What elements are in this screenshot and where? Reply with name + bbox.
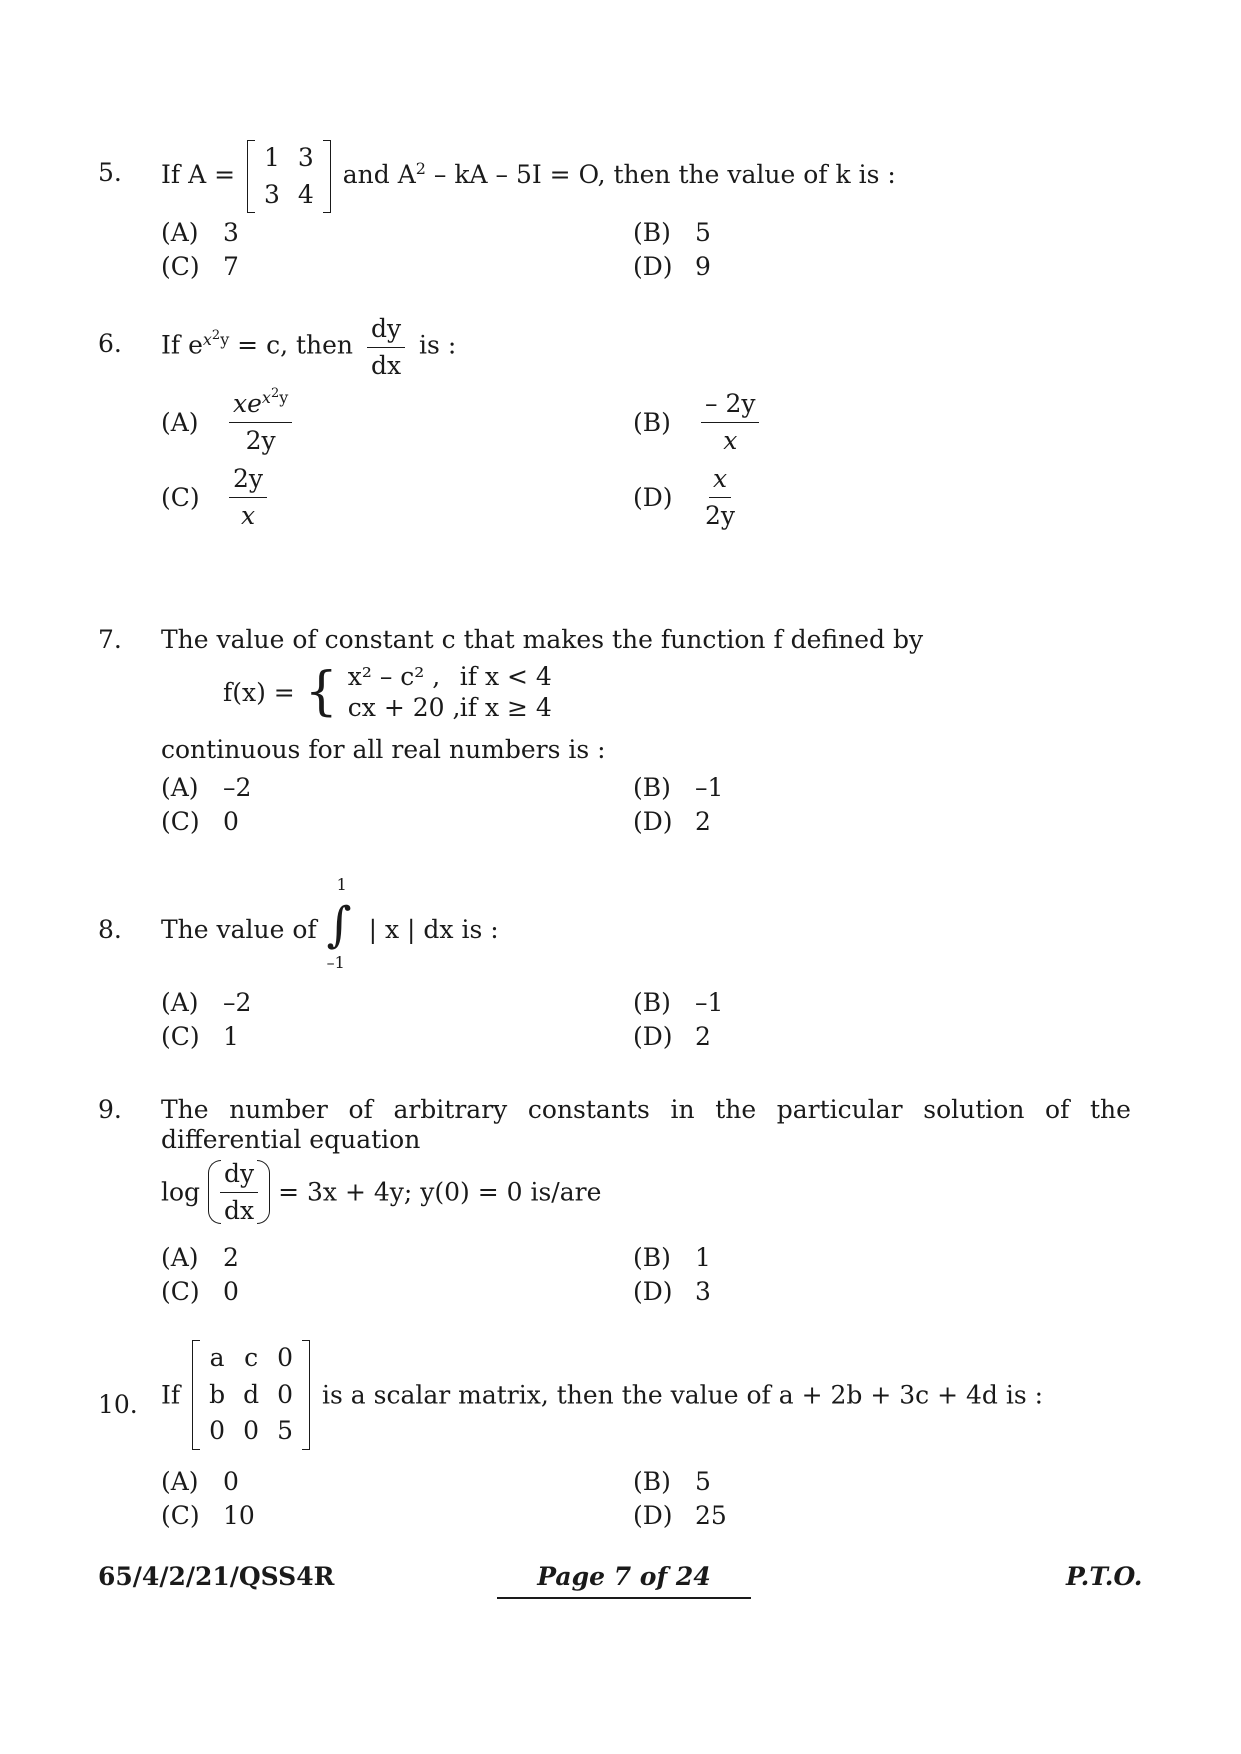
option-b[interactable]: (B) –1 (633, 988, 724, 1017)
option-d[interactable]: (D) 2 (633, 807, 711, 836)
option-a[interactable]: (A) –2 (161, 773, 252, 802)
question-9 (98, 1095, 1131, 1306)
option-b[interactable]: (B) $\frac{- 2y}{x}$ (633, 390, 765, 454)
option-b[interactable]: (B) 5 (633, 218, 711, 247)
option-c[interactable]: (C) 7 (161, 252, 239, 281)
question-number: 7. (98, 625, 122, 654)
question-tail: continuous for all real numbers is : (161, 735, 606, 764)
brace-icon: { (304, 662, 338, 723)
question-6 (98, 315, 1098, 535)
piecewise-function: f(x) = { x² – c² , if x < 4 cx + 20 ,if x ≥ 4 (223, 662, 552, 723)
option-a[interactable]: (A) –2 (161, 988, 252, 1017)
question-5 (98, 140, 1098, 280)
matrix-A: 1 3 3 4 (247, 140, 331, 213)
option-c[interactable]: (C) 10 (161, 1501, 255, 1530)
question-stem: If a c 0 b d 0 0 0 5 is a scalar matrix, then the value of a + 2b + 3c + 4d is : (161, 1340, 1043, 1450)
question-number: 6. (98, 329, 122, 358)
question-number: 5. (98, 158, 122, 187)
pto-label: P.T.O. (1066, 1562, 1143, 1591)
question-stem-line1: The number of arbitrary constants in the particular solution of the (161, 1095, 1131, 1124)
option-c[interactable]: (C) 1 (161, 1022, 239, 1051)
parenthesis: $\frac{dy}{dx}$ (208, 1160, 270, 1224)
question-stem-line2: differential equation (161, 1125, 421, 1154)
question-stem: If A = 1 3 3 4 and $A^2$ – kA – 5I = O, then the value of k is : (161, 140, 896, 213)
fraction-dy-dx: $\frac{dy}{dx}$ (367, 315, 405, 379)
question-number: 10. (98, 1390, 138, 1419)
option-a[interactable]: (A) 0 (161, 1467, 239, 1496)
option-c[interactable]: (C) 0 (161, 1277, 239, 1306)
page-number: Page 7 of 24 (497, 1562, 751, 1599)
option-c[interactable]: (C) $\frac{2y}{x}$ (161, 465, 273, 529)
differential-equation: log $\frac{dy}{dx}$ = 3x + 4y; y(0) = 0 is/are (161, 1159, 602, 1225)
option-d[interactable]: (D) 2 (633, 1022, 711, 1051)
matrix-scalar: a c 0 b d 0 0 0 5 (192, 1340, 310, 1450)
option-a[interactable]: (A) 3 (161, 218, 239, 247)
question-8 (98, 875, 1098, 1051)
paper-code: 65/4/2/21/QSS4R (98, 1562, 335, 1591)
integral: 1 ∫ –1 (326, 875, 352, 972)
integral-icon: ∫ (326, 897, 352, 953)
option-a[interactable]: (A) $\frac{xe^{x^2y}}{2y}$ (161, 390, 298, 454)
question-stem: The value of 1 ∫ –1 | x | dx is : (161, 875, 499, 972)
option-a[interactable]: (A) 2 (161, 1243, 239, 1272)
option-b[interactable]: (B) –1 (633, 773, 724, 802)
question-number: 9. (98, 1095, 122, 1124)
question-stem: If $e^{x^2y} = c$, then $\frac{dy}{dx}$ is : (161, 314, 457, 380)
option-d[interactable]: (D) $\frac{x}{2y}$ (633, 464, 736, 530)
question-10 (98, 1340, 1098, 1540)
question-stem: The value of constant c that makes the function f defined by (161, 625, 924, 654)
option-b[interactable]: (B) 5 (633, 1467, 711, 1496)
option-b[interactable]: (B) 1 (633, 1243, 711, 1272)
question-number: 8. (98, 915, 122, 944)
question-7 (98, 625, 1098, 835)
option-d[interactable]: (D) 25 (633, 1501, 727, 1530)
option-d[interactable]: (D) 3 (633, 1277, 711, 1306)
option-d[interactable]: (D) 9 (633, 252, 711, 281)
option-c[interactable]: (C) 0 (161, 807, 239, 836)
